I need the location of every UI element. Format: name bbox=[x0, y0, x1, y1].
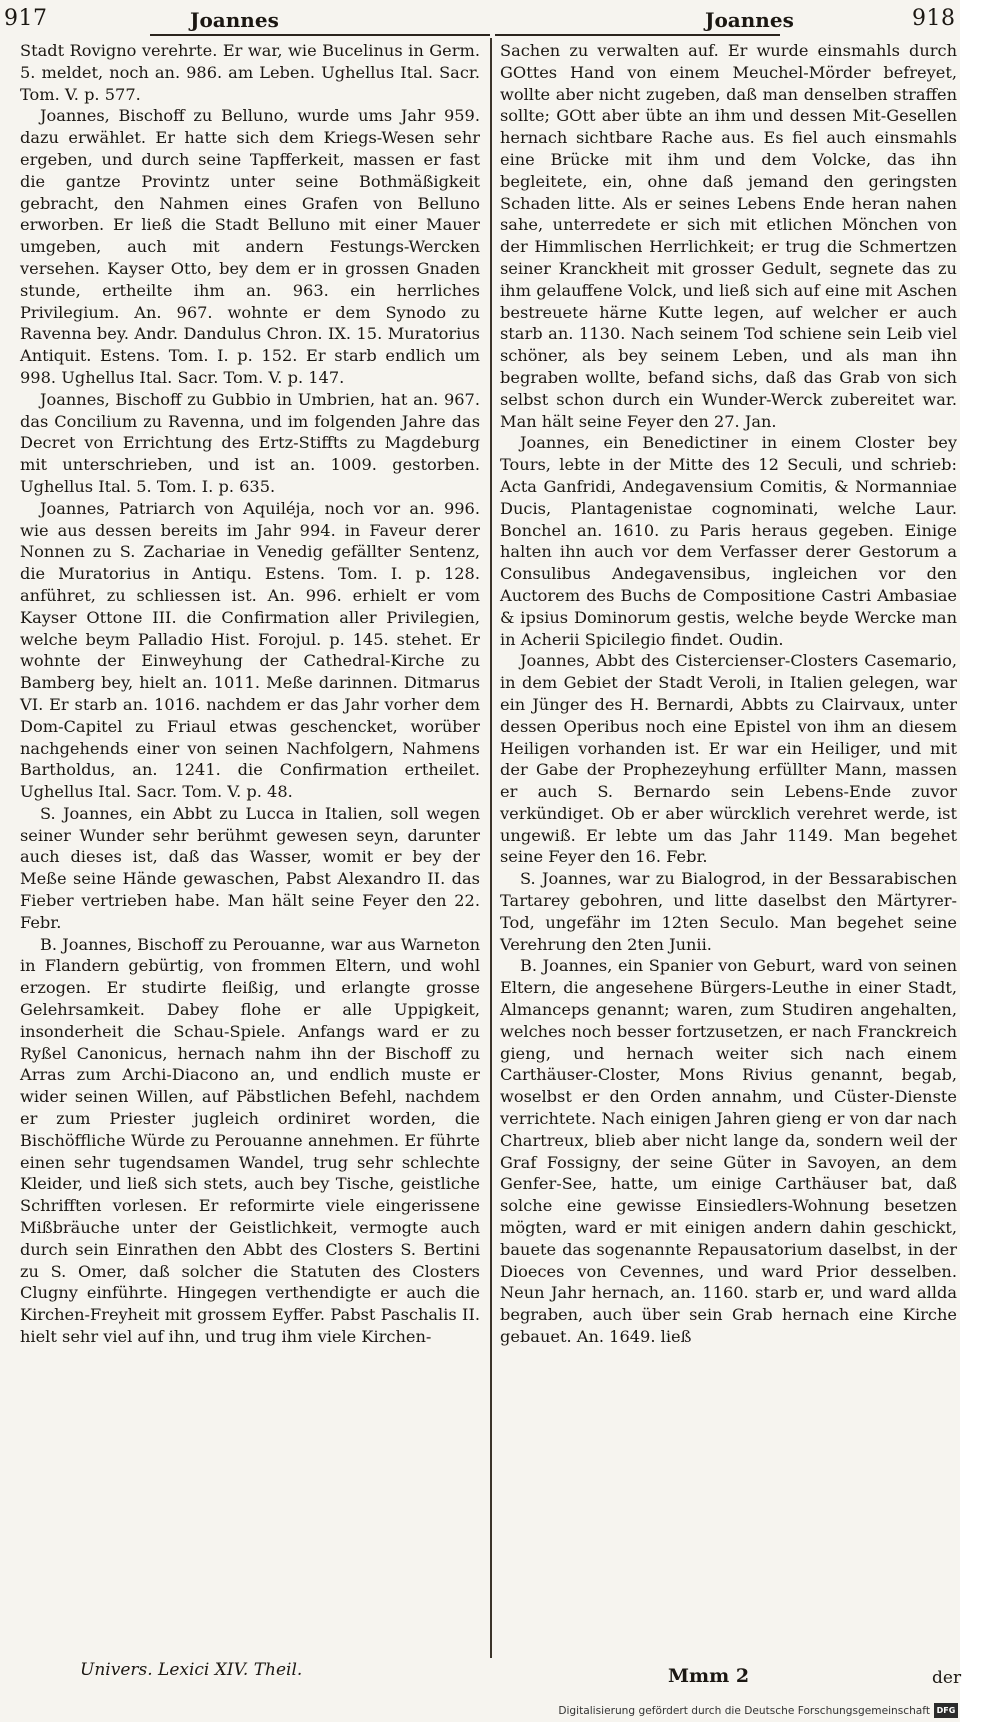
header-rule-right bbox=[495, 34, 780, 36]
running-head-right: Joannes bbox=[705, 8, 794, 32]
column-divider bbox=[490, 38, 492, 1658]
header-rule-left bbox=[150, 34, 490, 36]
entry-paragraph: Stadt Rovigno verehrte. Er war, wie Bucelinus in Germ. 5. meldet, noch an. 986. am Leben. Ughellus Ital. Sacr. Tom. V. p. 577. bbox=[20, 41, 480, 104]
page-number-left: 917 bbox=[4, 6, 48, 31]
entry-paragraph: Joannes, Abbt des Cistercienser-Closters Casemario, in dem Gebiet der Stadt Veroli, in Italien gelegen, war ein Jünger des H. Bernardi, Abbts zu Clairvaux, unter dessen Operibus noch eine Epistel von ihm an diesem Heiligen vorhanden ist. Er war ein Heiliger, und mit der Gabe der Prophezeyhung erfüllter Mann, massen er auch S. Bernardo sein Lebens-Ende zuvor verkündiget. Ob er aber würcklich verehret werde, ist ungewiß. Er lebte um das Jahr 1149. Man begehet seine Feyer den 16. Febr. bbox=[500, 651, 957, 867]
page-header bbox=[0, 0, 960, 40]
printer-signature: Mmm 2 bbox=[668, 1665, 750, 1687]
entry-paragraph: Joannes, Patriarch von Aquiléja, noch vor an. 996. wie aus dessen bereits im Jahr 994. in Faveur derer Nonnen zu S. Zachariae in Venedig gefällter Sentenz, die Muratorius in Antiqu. Estens. Tom. I. p. 128. anführet, zu schliessen ist. An. 996. erhielt er vom Kayser Ottone III. die Confirmation aller Privilegien, welche beym Palladio Hist. Forojul. p. 145. stehet. Er wohnte der Einweyhung der Cathedral-Kirche zu Bamberg bey, hielt an. 1011. Meße darinnen. Ditmarus VI. Er starb an. 1016. nachdem er das Jahr vorher dem Dom-Capitel zu Friaul etwas geschencket, worüber nachgehends einer von seinen Nachfolgern, Nahmens Bartholdus, an. 1241. die Confirmation ertheilet. Ughellus Ital. Sacr. Tom. V. p. 48. bbox=[20, 498, 480, 802]
running-head-left: Joannes bbox=[190, 8, 279, 32]
entry-paragraph: B. Joannes, Bischoff zu Perouanne, war aus Warneton in Flandern gebürtig, von frommen Eltern, und wohl erzogen. Er studirte fleißig, und erlangte grosse Gelehrsamkeit. Dabey flohe er alle Uppigkeit, insonderheit die Schau-Spiele. Anfangs ward er zu Ryßel Canonicus, hernach nahm ihn der Bischoff zu Arras zum Archi-Diacono an, und endlich muste er wider seinen Willen, auf Päbstlichen Befehl, nachdem er zum Priester jugleich ordiniret worden, die Bischöffliche Würde zu Perouanne annehmen. Er führte einen sehr tugendsamen Wandel, trug sehr schlechte Kleider, und ließ sich stets, auch bey Tische, geistliche Schrifften vorlesen. Er reformirte viele eingerissene Mißbräuche unter der Geistlichkeit, vermogte auch durch sein Einrathen den Abbt des Closters S. Bertini zu S. Omer, daß solcher die Statuten des Closters Clugny einführte. Hingegen verthendigte er auch die Kirchen-Freyheit mit grossem Eyffer. Pabst Paschalis II. hielt sehr viel auf ihn, und trug ihm viele Kirchen- bbox=[20, 934, 480, 1347]
page-number-right: 918 bbox=[912, 6, 956, 31]
digitization-credit bbox=[548, 1702, 958, 1720]
entry-paragraph: B. Joannes, ein Spanier von Geburt, ward von seinen Eltern, die angesehene Bürgers-Leuthe in einer Stadt, Almanceps genannt; waren, zum Studiren angehalten, welches noch besser fortzusetzen, er nach Franckreich gieng, und hernach weiter sich nach einem Carthäuser-Closter, Mons Rivius genannt, begab, woselbst er den Orden annahm, und Cüster-Dienste verrichtete. Nach einigen Jahren gieng er von dar nach Chartreux, blieb aber nicht lange da, sondern weil der Graf Fossigny, der seine Güter in Savoyen, an dem Genfer-See, hatte, um einige Carthäuser bat, daß solche eine gewisse Einsiedlers-Wohnung besetzen mögten, ward er mit einigen andern dahin geschickt, bauete das sogenannte Repausatorium daselbst, in der Dioeces von Cevennes, und ward Prior desselben. Neun Jahr hernach, an. 1160. starb er, und ward allda begraben, auch über sein Grab hernach eine Kirche gebauet. An. 1649. ließ bbox=[500, 956, 957, 1347]
entry-paragraph: Joannes, Bischoff zu Belluno, wurde ums Jahr 959. dazu erwählet. Er hatte sich dem Kriegs-Wesen sehr ergeben, und durch seine Tapfferkeit, massen er fast die gantze Provintz unter seine Bothmäßigkeit gebracht, den Nahmen eines Grafen von Belluno erworben. Er ließ die Stadt Belluno mit einer Mauer umgeben, auch mit andern Festungs-Wercken versehen. Kayser Otto, bey dem er in grossen Gnaden stunde, ertheilte ihm an. 963. ein herrliches Privilegium. An. 967. wohnte er dem Synodo zu Ravenna bey. Andr. Dandulus Chron. IX. 15. Muratorius Antiquit. Estens. Tom. I. p. 152. Er starb endlich um 998. Ughellus Ital. Sacr. Tom. V. p. 147. bbox=[20, 106, 480, 387]
entry-paragraph: S. Joannes, ein Abbt zu Lucca in Italien, soll wegen seiner Wunder sehr berühmt gewesen seyn, darunter auch dieses ist, daß das Wasser, womit er bey der Meße seine Hände gewaschen, Pabst Alexandro II. das Fieber vertrieben habe. Man hält seine Feyer den 22. Febr. bbox=[20, 803, 480, 932]
entry-paragraph: Joannes, ein Benedictiner in einem Closter bey Tours, lebte in der Mitte des 12 Seculi, und schrieb: Acta Ganfridi, Andegavensium Comitis, & Normanniae Ducis, Plantagenistae cognominati, welche Laur. Bonchel an. 1610. zu Paris heraus gegeben. Einige halten ihn auch vor dem Verfasser derer Gestorum a Consulibus Andegavensibus, ingleichen vor den Auctorem des Buchs de Compositione Castri Ambasiae & ipsius Dominorum gestis, welche beyde Wercke man in Acherii Spicilegio findet. Oudin. bbox=[500, 433, 957, 649]
right-column bbox=[500, 40, 957, 1348]
entry-paragraph: S. Joannes, war zu Bialogrod, in der Bessarabischen Tartarey gebohren, und litte daselbst den Märtyrer-Tod, ungefähr im 12ten Seculo. Man begehet seine Verehrung den 2ten Junii. bbox=[500, 869, 957, 954]
credit-text: Digitalisierung gefördert durch die Deutsche Forschungsgemeinschaft bbox=[558, 1705, 930, 1717]
dfg-logo-icon: DFG bbox=[934, 1703, 958, 1718]
left-column bbox=[20, 40, 480, 1348]
entry-paragraph: Sachen zu verwalten auf. Er wurde einsmahls durch GOttes Hand von einem Meuchel-Mörder befreyet, wollte aber nicht zugeben, daß man denselben straffen sollte; GOtt aber übte an ihm und dessen Mit-Gesellen hernach sichtbare Rache aus. Es fiel auch einsmahls eine Brücke mit ihm und dem Volcke, das ihn begleitete, ein, ohne daß jemand den geringsten Schaden litte. Als er seines Lebens Ende heran nahen sahe, unterredete er sich mit etlichen Mönchen von der Himmlischen Herrlichkeit; er trug die Schmertzen seiner Kranckheit mit grosser Gedult, segnete das zu ihm gelauffene Volck, und ließ sich auf eine mit Aschen bestreuete härne Kutte legen, auf welcher er auch starb an. 1130. Nach seinem Tod schiene sein Leib viel schöner, als bey seinem Leben, und als man ihn begraben wollte, befand sichs, daß das Grab von sich selbst schon durch ein Wunder-Werck zubereitet war. Man hält seine Feyer den 27. Jan. bbox=[500, 41, 957, 431]
volume-footer: Univers. Lexici XIV. Theil. bbox=[80, 1660, 303, 1680]
entry-paragraph: Joannes, Bischoff zu Gubbio in Umbrien, hat an. 967. das Concilium zu Ravenna, und im folgenden Jahre das Decret von Errichtung des Ertz-Stiffts zu Magdeburg mit unterschrieben, und ist an. 1009. gestorben. Ughellus Ital. 5. Tom. I. p. 635. bbox=[20, 389, 480, 496]
catchword: der bbox=[932, 1668, 962, 1688]
